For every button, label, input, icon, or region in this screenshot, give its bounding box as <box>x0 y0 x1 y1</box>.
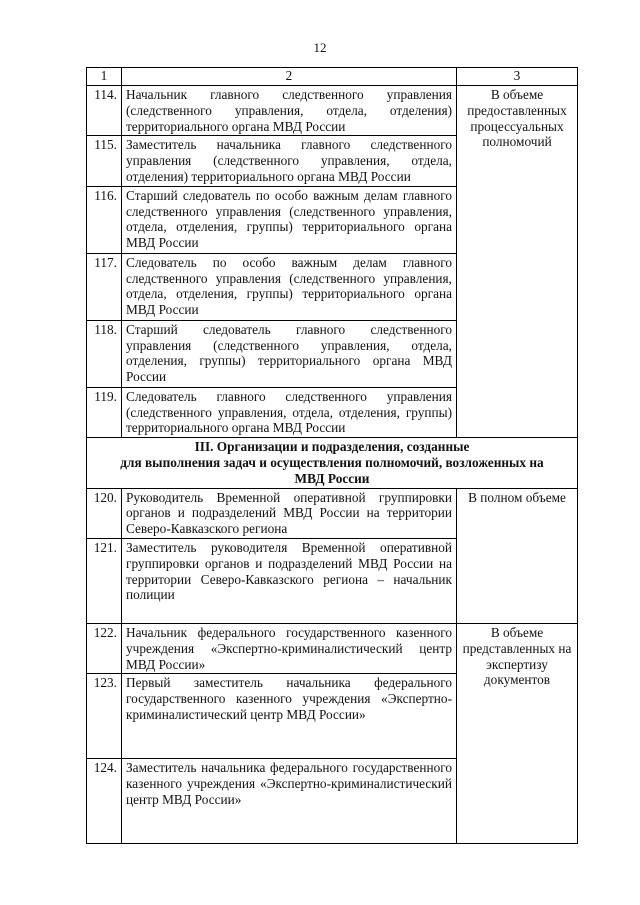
row-number: 116. <box>87 186 122 253</box>
row-position: Первый заместитель начальника федерального государственного казенного учреждения «Экспертно-криминалистический центр МВД России» <box>122 674 457 759</box>
section-heading-line-1: III. Организации и подразделения, созданные <box>194 439 470 455</box>
row-number: 124. <box>87 759 122 844</box>
row-position: Следователь главного следственного управления (следственного управления, отдела, отделения, группы) территориального органа МВД России <box>122 387 457 437</box>
header-col-3: 3 <box>457 68 578 86</box>
scope-cell: В полном объеме <box>457 488 578 623</box>
table-row <box>87 623 578 673</box>
row-number: 121. <box>87 538 122 623</box>
row-position: Начальник главного следственного управления (следственного управления, отдела, отделения) территориального органа МВД России <box>122 86 457 136</box>
scope-cell: В объеме предоставленных процессуальных полномочий <box>457 86 578 438</box>
row-position: Заместитель начальника главного следственного управления (следственного управления, отдела, отделения) территориального органа МВД России <box>122 136 457 186</box>
row-number: 123. <box>87 674 122 759</box>
row-position: Начальник федерального государственного казенного учреждения «Экспертно-криминалистический центр МВД России» <box>122 623 457 673</box>
table-row <box>87 488 578 538</box>
table-header-row <box>87 68 578 86</box>
row-number: 118. <box>87 320 122 387</box>
authority-table <box>86 67 578 844</box>
row-number: 117. <box>87 253 122 320</box>
row-number: 115. <box>87 136 122 186</box>
row-position: Следователь по особо важным делам главного следственного управления (следственного управления, отдела, отделения, группы) территориального органа МВД России <box>122 253 457 320</box>
row-position: Руководитель Временной оперативной группировки органов и подразделений МВД России на территории Северо-Кавказского региона <box>122 488 457 538</box>
section-heading <box>87 438 578 488</box>
row-position: Старший следователь по особо важным делам главного следственного управления (следственного управления, отдела, отделения, группы) территориального органа МВД России <box>122 186 457 253</box>
scope-cell: В объеме представленных на экспертизу документов <box>457 623 578 843</box>
page-number: 12 <box>313 40 327 55</box>
row-number: 114. <box>87 86 122 136</box>
row-position: Заместитель начальника федерального государственного казенного учреждения «Экспертно-криминалистический центр МВД России» <box>122 759 457 844</box>
section-heading-line-2: для выполнения задач и осуществления полномочий, возложенных на <box>120 454 544 470</box>
row-number: 120. <box>87 488 122 538</box>
row-number: 122. <box>87 623 122 673</box>
section-heading-row <box>87 438 578 488</box>
header-col-1: 1 <box>87 68 122 86</box>
row-number: 119. <box>87 387 122 437</box>
table-row <box>87 86 578 136</box>
section-heading-line-3: МВД России <box>294 470 370 486</box>
row-position: Старший следователь главного следственного управления (следственного управления, отдела, отделения, группы) территориального органа МВД России <box>122 320 457 387</box>
header-col-2: 2 <box>122 68 457 86</box>
row-position: Заместитель руководителя Временной оперативной группировки органов и подразделений МВД России на территории Северо-Кавказского региона – начальник полиции <box>122 538 457 623</box>
